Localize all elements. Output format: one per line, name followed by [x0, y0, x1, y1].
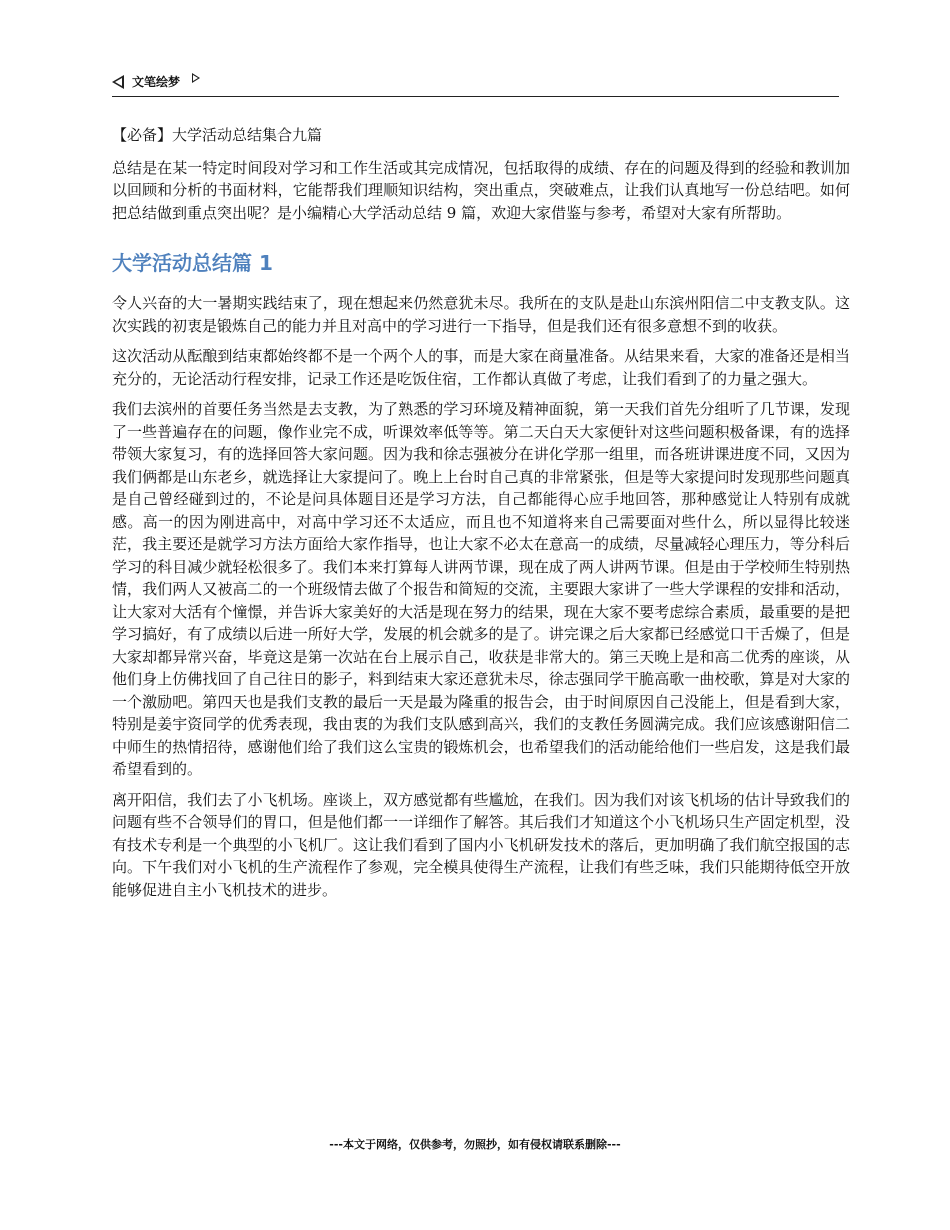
body-paragraph-2: 这次活动从酝酿到结束都始终都不是一个两个人的事，而是大家在商量准备。从结果来看，大家的准备还是相当充分的，无论活动行程安排，记录工作还是吃饭住宿，工作都认真做了考虑，让我们看到了的力量之强大。	[112, 347, 850, 388]
document-title: 【必备】大学活动总结集合九篇	[112, 126, 323, 144]
page-header	[112, 70, 839, 97]
triangle-left-icon	[112, 75, 124, 89]
section-heading: 大学活动总结篇 1	[112, 251, 273, 275]
brand-name: 文笔绘梦	[132, 75, 181, 89]
body-paragraph-1: 令人兴奋的大一暑期实践结束了，现在想起来仍然意犹未尽。我所在的支队是赴山东滨州阳信二中支教支队。这次实践的初衷是锻炼自己的能力并且对高中的学习进行一下指导，但是我们还有很多意想不到的收获。	[112, 294, 850, 335]
body-paragraph-3: 我们去滨州的首要任务当然是去支教，为了熟悉的学习环境及精神面貌，第一天我们首先分组听了几节课，发现了一些普遍存在的问题，像作业完不成，听课效率低等等。第二天白天大家便针对这些问题积极备课，有的选择带领大家复习，有的选择回答大家问题。因为我和徐志强被分在讲化学那一组里，而各班讲课进度不同，又因为我们俩都是山东老乡，就选择让大家提问了。晚上上台时自己真的非常紧张，但是等大家提问时发现那些问题真是自己曾经碰到过的，不论是问具体题目还是学习方法，自己都能得心应手地回答，那种感觉让人特别有成就感。高一的因为刚进高中，对高中学习还不太适应，而且也不知道将来自己需要面对些什么，所以显得比较迷茫，我主要还是就学习方法方面给大家作指导，也让大家不必太在意高一的成绩，尽量减轻心理压力，等分科后学习的科目减少就轻松很多了。我们本来打算每人讲两节课，现在成了两人讲两节课。但是由于学校师生特别热情，我们两人又被高二的一个班级情去做了个报告和简短的交流，主要跟大家讲了一些大学课程的安排和活动，让大家对大活有个憧憬，并告诉大家美好的大活是现在努力的结果，现在大家不要考虑综合素质，最重要的是把学习搞好，有了成绩以后进一所好大学，发展的机会就多的是了。讲完课之后大家都已经感觉口干舌燥了，但是大家却都异常兴奋，毕竟这是第一次站在台上展示自己，收获是非常大的。第三天晚上是和高二优秀的座谈，从他们身上仿佛找回了自己往日的影子，料到结束大家还意犹未尽，徐志强同学干脆高歌一曲校歌，算是对大家的一个激励吧。第四天也是我们支教的最后一天是最为隆重的报告会，由于时间原因自己没能上，但是看到大家，特别是姜宇资同学的优秀表现，我由衷的为我们支队感到高兴，我们的支教任务圆满完成。我们应该感谢阳信二中师生的热情招待，感谢他们给了我们这么宝贵的锻炼机会，也希望我们的活动能给他们一些启发，这是我们最希望看到的。	[112, 400, 850, 778]
body-paragraph-4: 离开阳信，我们去了小飞机场。座谈上，双方感觉都有些尴尬，在我们。因为我们对该飞机场的估计导致我们的问题有些不合领导们的胃口，但是他们都一一详细作了解答。其后我们才知道这个小飞机场只生产固定机型，没有技术专利是一个典型的小飞机厂。这让我们看到了国内小飞机研发技术的落后，更加明确了我们航空报国的志向。下午我们对小飞机的生产流程作了参观，完全模具使得生产流程，让我们有些乏味，我们只能期待低空开放能够促进自主小飞机技术的进步。	[112, 790, 850, 899]
brand	[112, 73, 200, 90]
document-body	[112, 124, 850, 909]
intro-paragraph: 总结是在某一特定时间段对学习和工作生活或其完成情况，包括取得的成绩、存在的问题及得到的经验和教训加以回顾和分析的书面材料，它能帮我们理顺知识结构，突出重点，突破难点，让我们认真地写一份总结吧。如何把总结做到重点突出呢？是小编精心大学活动总结 9 篇，欢迎大家借鉴与参考，希望对大家有所帮助。	[112, 158, 850, 222]
triangle-right-icon	[192, 73, 200, 83]
footer-notice: ---本文于网络，仅供参考，勿照抄，如有侵权请联系删除---	[329, 1138, 621, 1151]
